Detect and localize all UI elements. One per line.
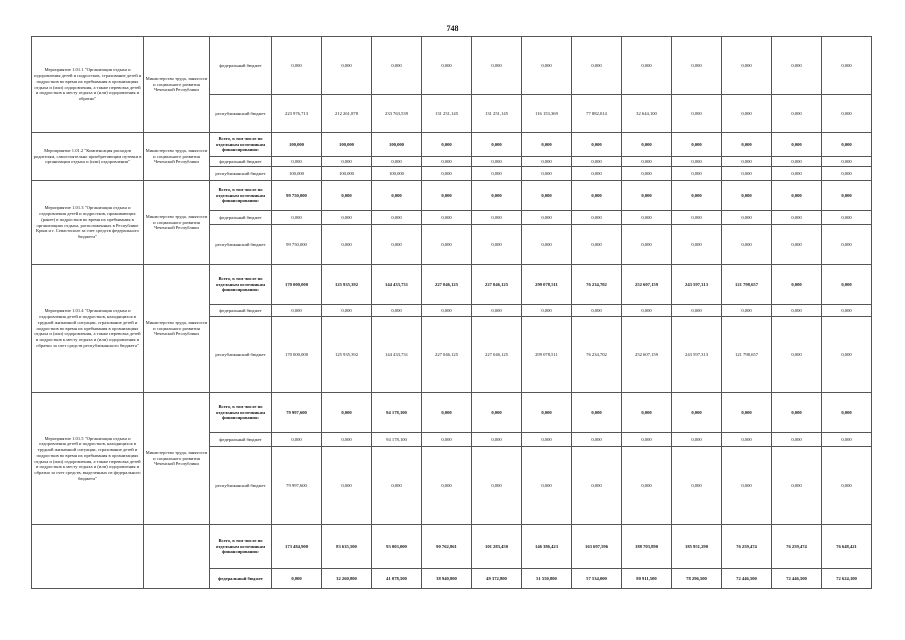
amount-cell: 0,000: [472, 167, 522, 181]
amount-cell: 0,000: [272, 37, 322, 95]
amount-cell: 32 644,100: [622, 95, 672, 133]
amount-cell: 0,000: [622, 305, 672, 317]
table-row: [32, 181, 872, 211]
table-row: [32, 133, 872, 157]
amount-cell: 90 762,861: [422, 525, 472, 569]
amount-cell: 0,000: [472, 447, 522, 525]
amount-cell: 0,000: [472, 157, 522, 167]
amount-cell: 0,000: [722, 433, 772, 447]
amount-cell: 0,000: [772, 225, 822, 265]
amount-cell: 0,000: [322, 157, 372, 167]
amount-cell: 0,000: [322, 433, 372, 447]
responsible-executor: Министерство труда, занятости и социального развития Чеченской Республики: [144, 265, 210, 393]
amount-cell: 32 260,800: [322, 569, 372, 589]
amount-cell: 146 386,423: [522, 525, 572, 569]
amount-cell: 0,000: [472, 37, 522, 95]
amount-cell: 0,000: [772, 447, 822, 525]
table-row: [32, 265, 872, 305]
amount-cell: 0,000: [822, 95, 872, 133]
amount-cell: 0,000: [522, 305, 572, 317]
event-name: Мероприятие 1.01.2 "Компенсация расходов родителям, самостоятельно приобретающим путевки в организации отдыха и (или) оздоровления": [32, 133, 144, 181]
amount-cell: 0,000: [722, 95, 772, 133]
amount-cell: 0,000: [822, 211, 872, 225]
amount-cell: 0,000: [522, 181, 572, 211]
amount-cell: 0,000: [772, 393, 822, 433]
amount-cell: 233 763,539: [372, 95, 422, 133]
amount-cell: 0,000: [672, 167, 722, 181]
funding-source: Всего, в том числе по отдельным источникам финансирования:: [210, 393, 272, 433]
amount-cell: 0,000: [672, 393, 722, 433]
amount-cell: 163 697,596: [572, 525, 622, 569]
amount-cell: 0,000: [422, 167, 472, 181]
event-name: Мероприятие 1.01.3 "Организация отдыха и оздоровления детей и подростков, проживающих (ранее) в подростков во время их пребывания в организациях отдыха, расположенных в Республике Крым и г. Севастополе за счет средств федерального бюджета": [32, 181, 144, 265]
amount-cell: 0,000: [422, 447, 472, 525]
amount-cell: 212 261,878: [322, 95, 372, 133]
amount-cell: 0,000: [622, 37, 672, 95]
amount-cell: 243 597,313: [672, 265, 722, 305]
budget-table: [31, 36, 872, 589]
amount-cell: 76 259,474: [722, 525, 772, 569]
budget-table-body: [32, 37, 872, 589]
amount-cell: 0,000: [522, 225, 572, 265]
amount-cell: 0,000: [822, 433, 872, 447]
amount-cell: 0,000: [422, 211, 472, 225]
funding-source: федеральный бюджет: [210, 569, 272, 589]
amount-cell: 0,000: [372, 211, 422, 225]
amount-cell: 0,000: [622, 447, 672, 525]
amount-cell: 76 648,421: [822, 525, 872, 569]
amount-cell: 227 046,125: [472, 265, 522, 305]
amount-cell: 0,000: [822, 225, 872, 265]
funding-source: республиканский бюджет: [210, 447, 272, 525]
amount-cell: 0,000: [472, 211, 522, 225]
amount-cell: 0,000: [422, 393, 472, 433]
amount-cell: 144 433,731: [372, 265, 422, 305]
amount-cell: 79 997,600: [272, 393, 322, 433]
amount-cell: 0,000: [372, 305, 422, 317]
amount-cell: 188 703,890: [622, 525, 672, 569]
amount-cell: 0,000: [422, 157, 472, 167]
amount-cell: 0,000: [572, 157, 622, 167]
event-name: Мероприятие 1.01.1 "Организация отдыха и оздоровления детей и подростков, страхование детей и подростков во время их пребывания в организациях отдыха и (или) оздоровления, а также перевозка детей и подростков к месту отдыха и (или) оздоровления и обратно": [32, 37, 144, 133]
amount-cell: 0,000: [722, 225, 772, 265]
amount-cell: 100,000: [272, 167, 322, 181]
amount-cell: 0,000: [422, 133, 472, 157]
amount-cell: 0,000: [422, 37, 472, 95]
amount-cell: 0,000: [522, 157, 572, 167]
amount-cell: 0,000: [772, 181, 822, 211]
amount-cell: 0,000: [722, 447, 772, 525]
amount-cell: 0,000: [422, 225, 472, 265]
amount-cell: 0,000: [272, 211, 322, 225]
amount-cell: 0,000: [622, 225, 672, 265]
amount-cell: 0,000: [622, 157, 672, 167]
amount-cell: 0,000: [522, 133, 572, 157]
amount-cell: 0,000: [722, 37, 772, 95]
amount-cell: 78 296,500: [672, 569, 722, 589]
amount-cell: 0,000: [772, 305, 822, 317]
amount-cell: 0,000: [372, 37, 422, 95]
amount-cell: 121 798,657: [722, 265, 772, 305]
amount-cell: 0,000: [422, 433, 472, 447]
amount-cell: 0,000: [622, 133, 672, 157]
amount-cell: 0,000: [572, 433, 622, 447]
amount-cell: 0,000: [772, 211, 822, 225]
amount-cell: 252 607,159: [622, 317, 672, 393]
amount-cell: 243 597,313: [672, 317, 722, 393]
amount-cell: 0,000: [672, 95, 722, 133]
amount-cell: 0,000: [822, 317, 872, 393]
amount-cell: 0,000: [822, 181, 872, 211]
amount-cell: 0,000: [372, 225, 422, 265]
amount-cell: 0,000: [572, 133, 622, 157]
amount-cell: 0,000: [672, 447, 722, 525]
amount-cell: 0,000: [272, 157, 322, 167]
funding-source: федеральный бюджет: [210, 157, 272, 167]
responsible-executor: Министерство труда, занятости и социального развития Чеченской Республики: [144, 37, 210, 133]
amount-cell: 0,000: [722, 157, 772, 167]
amount-cell: 49 372,800: [472, 569, 522, 589]
amount-cell: 0,000: [822, 167, 872, 181]
amount-cell: 83 635,500: [322, 525, 372, 569]
amount-cell: 0,000: [322, 305, 372, 317]
amount-cell: 57 534,000: [572, 569, 622, 589]
amount-cell: 0,000: [622, 433, 672, 447]
amount-cell: 173 484,900: [272, 525, 322, 569]
amount-cell: 227 046,125: [422, 317, 472, 393]
amount-cell: 0,000: [772, 37, 822, 95]
amount-cell: 100,000: [272, 133, 322, 157]
amount-cell: 0,000: [722, 305, 772, 317]
amount-cell: 116 153,369: [522, 95, 572, 133]
amount-cell: 76 234,702: [572, 265, 622, 305]
funding-source: Всего, в том числе по отдельным источникам финансирования:: [210, 133, 272, 157]
amount-cell: 0,000: [672, 157, 722, 167]
amount-cell: 101 283,450: [472, 525, 522, 569]
funding-source: Всего, в том числе по отдельным источникам финансирования:: [210, 181, 272, 211]
amount-cell: 0,000: [472, 393, 522, 433]
amount-cell: 0,000: [272, 569, 322, 589]
responsible-executor: [144, 525, 210, 589]
amount-cell: 93 003,000: [372, 525, 422, 569]
amount-cell: 299 078,511: [522, 317, 572, 393]
amount-cell: 0,000: [722, 133, 772, 157]
funding-source: республиканский бюджет: [210, 317, 272, 393]
amount-cell: 0,000: [572, 211, 622, 225]
amount-cell: 0,000: [572, 167, 622, 181]
amount-cell: 0,000: [672, 37, 722, 95]
amount-cell: 0,000: [522, 167, 572, 181]
funding-source: республиканский бюджет: [210, 225, 272, 265]
amount-cell: 0,000: [572, 181, 622, 211]
event-name: [32, 525, 144, 589]
funding-source: федеральный бюджет: [210, 37, 272, 95]
amount-cell: 227 046,125: [422, 265, 472, 305]
amount-cell: 299 078,511: [522, 265, 572, 305]
amount-cell: 0,000: [422, 181, 472, 211]
amount-cell: 0,000: [722, 167, 772, 181]
funding-source: федеральный бюджет: [210, 433, 272, 447]
amount-cell: 121 798,657: [722, 317, 772, 393]
amount-cell: 0,000: [822, 157, 872, 167]
amount-cell: 131 251,145: [422, 95, 472, 133]
amount-cell: 0,000: [272, 433, 322, 447]
amount-cell: 72 446,500: [722, 569, 772, 589]
amount-cell: 51 550,800: [522, 569, 572, 589]
amount-cell: 0,000: [822, 305, 872, 317]
amount-cell: 0,000: [572, 393, 622, 433]
amount-cell: 0,000: [272, 305, 322, 317]
amount-cell: 0,000: [772, 95, 822, 133]
funding-source: республиканский бюджет: [210, 167, 272, 181]
amount-cell: 100,000: [372, 167, 422, 181]
amount-cell: 38 940,800: [422, 569, 472, 589]
amount-cell: 170 000,000: [272, 317, 322, 393]
amount-cell: 0,000: [722, 393, 772, 433]
amount-cell: 0,000: [422, 305, 472, 317]
amount-cell: 252 607,159: [622, 265, 672, 305]
amount-cell: 0,000: [572, 305, 622, 317]
amount-cell: 0,000: [572, 447, 622, 525]
amount-cell: 94 178,100: [372, 393, 422, 433]
amount-cell: 227 046,125: [472, 317, 522, 393]
amount-cell: 0,000: [672, 181, 722, 211]
event-name: Мероприятие 1.01.4 "Организация отдыха и оздоровления детей и подростков, находящихся в трудной жизненной ситуации, страхование детей и подростков во время их пребывания в организациях отдыха и (или) оздоровления, а также перевозка детей и подростков к месту отдыха и (или) оздоровления и обратно за счет средств республиканского бюджета": [32, 265, 144, 393]
amount-cell: 131 251,145: [472, 95, 522, 133]
amount-cell: 0,000: [322, 211, 372, 225]
amount-cell: 0,000: [822, 447, 872, 525]
funding-source: Всего, в том числе по отдельным источникам финансирования:: [210, 265, 272, 305]
amount-cell: 0,000: [822, 37, 872, 95]
amount-cell: 0,000: [572, 37, 622, 95]
amount-cell: 79 997,600: [272, 447, 322, 525]
amount-cell: 76 234,702: [572, 317, 622, 393]
amount-cell: 76 259,474: [772, 525, 822, 569]
amount-cell: 185 951,290: [672, 525, 722, 569]
amount-cell: 0,000: [772, 157, 822, 167]
event-name: Мероприятие 1.01.5 "Организация отдыха и оздоровления детей и подростков, находящихся в трудной жизненной ситуации, страхование детей и подростков во время их пребывания в организациях отдыха и (или) оздоровления, а также перевозка детей и подростков к месту отдыха и (или) оздоровления и обратно за счет средств, выделенных из федерального бюджета": [32, 393, 144, 525]
amount-cell: 0,000: [722, 211, 772, 225]
funding-source: республиканский бюджет: [210, 95, 272, 133]
amount-cell: 0,000: [522, 211, 572, 225]
amount-cell: 72 624,100: [822, 569, 872, 589]
amount-cell: 223 976,713: [272, 95, 322, 133]
responsible-executor: Министерство труда, занятости и социального развития Чеченской Республики: [144, 181, 210, 265]
page-number: 748: [446, 24, 459, 33]
amount-cell: 0,000: [672, 211, 722, 225]
amount-cell: 0,000: [772, 265, 822, 305]
amount-cell: 77 882,014: [572, 95, 622, 133]
responsible-executor: Министерство труда, занятости и социального развития Чеченской Республики: [144, 393, 210, 525]
amount-cell: 0,000: [372, 157, 422, 167]
amount-cell: 99 750,000: [272, 225, 322, 265]
amount-cell: 100,000: [322, 167, 372, 181]
amount-cell: 0,000: [772, 167, 822, 181]
amount-cell: 0,000: [372, 181, 422, 211]
amount-cell: 0,000: [622, 393, 672, 433]
amount-cell: 0,000: [672, 225, 722, 265]
amount-cell: 0,000: [322, 447, 372, 525]
amount-cell: 0,000: [772, 133, 822, 157]
amount-cell: 0,000: [622, 211, 672, 225]
amount-cell: 0,000: [522, 433, 572, 447]
amount-cell: 0,000: [772, 433, 822, 447]
amount-cell: 41 078,500: [372, 569, 422, 589]
amount-cell: 0,000: [672, 133, 722, 157]
amount-cell: 0,000: [472, 305, 522, 317]
amount-cell: 99 750,000: [272, 181, 322, 211]
amount-cell: 72 446,500: [772, 569, 822, 589]
amount-cell: 0,000: [472, 225, 522, 265]
amount-cell: 100,000: [322, 133, 372, 157]
amount-cell: 0,000: [322, 181, 372, 211]
amount-cell: 0,000: [772, 317, 822, 393]
amount-cell: 0,000: [522, 37, 572, 95]
funding-source: федеральный бюджет: [210, 211, 272, 225]
table-row: [32, 37, 872, 95]
amount-cell: 0,000: [822, 393, 872, 433]
amount-cell: 0,000: [822, 265, 872, 305]
amount-cell: 0,000: [322, 393, 372, 433]
amount-cell: 0,000: [722, 181, 772, 211]
amount-cell: 0,000: [472, 433, 522, 447]
amount-cell: 170 000,000: [272, 265, 322, 305]
amount-cell: 144 433,731: [372, 317, 422, 393]
amount-cell: 0,000: [672, 305, 722, 317]
amount-cell: 80 911,500: [622, 569, 672, 589]
amount-cell: 0,000: [472, 181, 522, 211]
amount-cell: 0,000: [472, 133, 522, 157]
amount-cell: 0,000: [822, 133, 872, 157]
amount-cell: 0,000: [322, 225, 372, 265]
funding-source: Всего, в том числе по отдельным источникам финансирования:: [210, 525, 272, 569]
amount-cell: 100,000: [372, 133, 422, 157]
amount-cell: 94 178,100: [372, 433, 422, 447]
amount-cell: 0,000: [522, 447, 572, 525]
responsible-executor: Министерство труда, занятости и социального развития Чеченской Республики: [144, 133, 210, 181]
amount-cell: 0,000: [672, 433, 722, 447]
amount-cell: 0,000: [372, 447, 422, 525]
amount-cell: 125 935,392: [322, 265, 372, 305]
amount-cell: 125 935,392: [322, 317, 372, 393]
funding-source: федеральный бюджет: [210, 305, 272, 317]
amount-cell: 0,000: [322, 37, 372, 95]
amount-cell: 0,000: [572, 225, 622, 265]
amount-cell: 0,000: [622, 181, 672, 211]
table-row: [32, 525, 872, 569]
amount-cell: 0,000: [522, 393, 572, 433]
amount-cell: 0,000: [622, 167, 672, 181]
table-row: [32, 393, 872, 433]
